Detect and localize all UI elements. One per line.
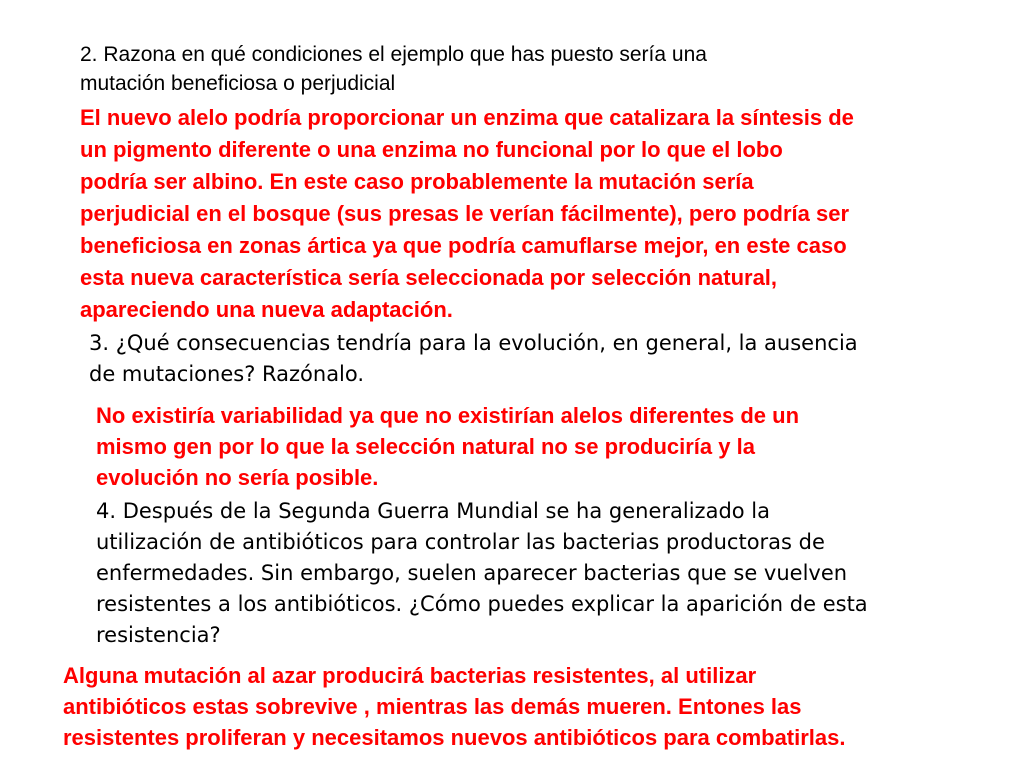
answer-2: El nuevo alelo podría proporcionar un enzima que catalizara la síntesis de un pigmento diferente o una enzima no funcional por lo que el lobo podría ser albino. En este caso probablemente la mutación sería perjudicial en el bosque (sus presas le verían fácilmente), pero podría ser beneficiosa en zonas ártica ya que podría camuflarse mejor, en este caso esta nueva característica sería seleccionada por selección natural, apareciendo una nueva adaptación. [80,105,854,322]
answer-4: Alguna mutación al azar producirá bacterias resistentes, al utilizar antibióticos estas sobrevive , mientras las demás mueren. Entones las resistentes proliferan y necesitamos nuevos antibióticos para combatirlas. [63,663,846,750]
question-3: 3. ¿Qué consecuencias tendría para la evolución, en general, la ausencia de mutaciones? Razónalo. [89,331,858,386]
question-4: 4. Después de la Segunda Guerra Mundial se ha generalizado la utilización de antibióticos para controlar las bacterias productoras de enfermedades. Sin embargo, suelen aparecer bacterias que se vuelven resistentes a los antibióticos. ¿Cómo puedes explicar la aparición de esta resistencia? [96,499,868,647]
answer-3: No existiría variabilidad ya que no existirían alelos diferentes de un mismo gen por lo que la selección natural no se produciría y la evolución no sería posible. [96,403,800,490]
question-2: 2. Razona en qué condiciones el ejemplo que has puesto sería una mutación beneficiosa o perjudicial [80,43,707,95]
